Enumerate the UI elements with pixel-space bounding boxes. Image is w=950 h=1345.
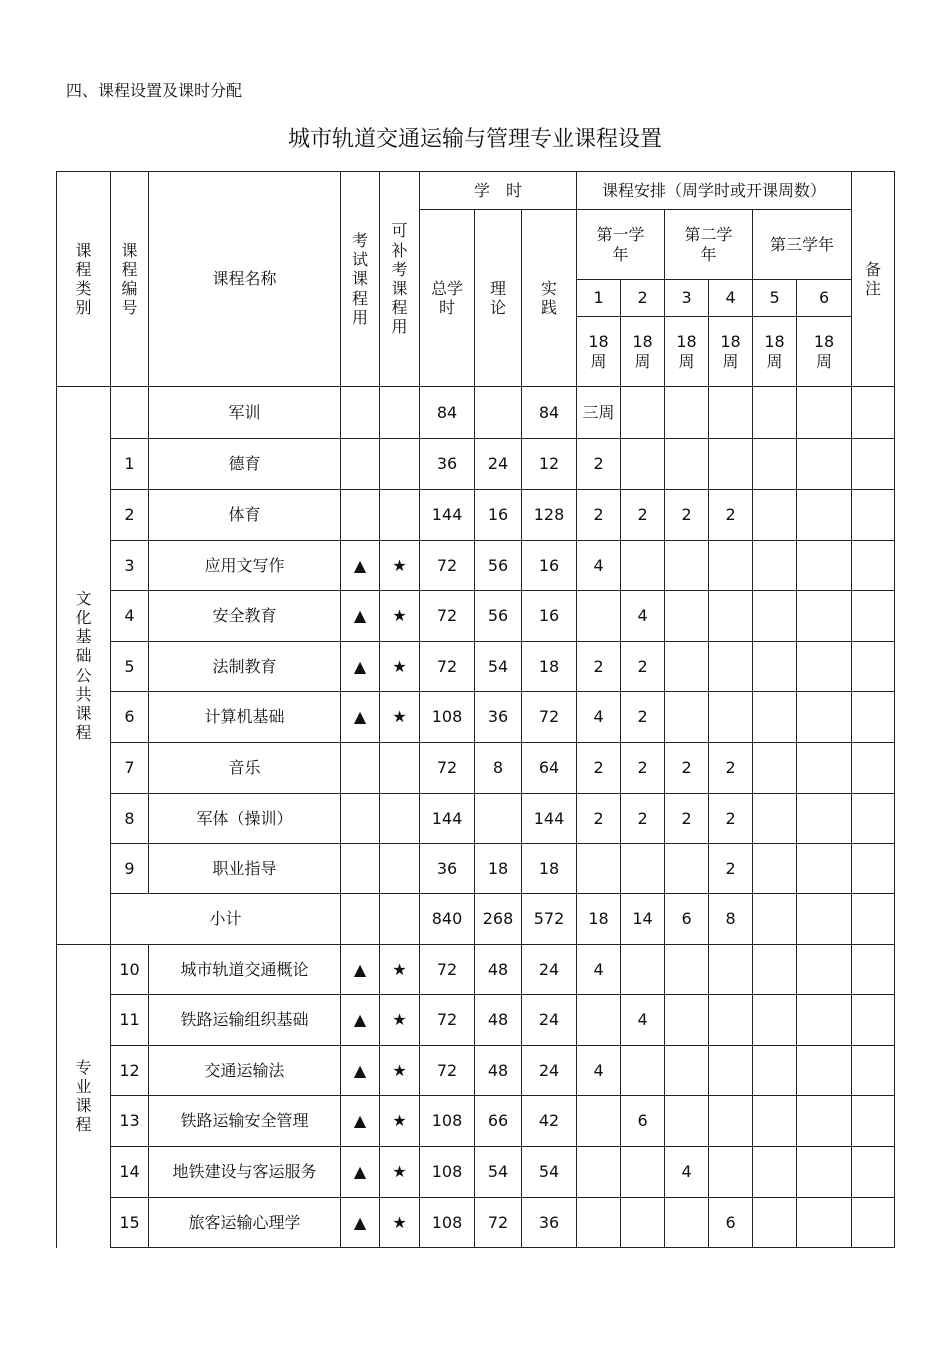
remarks-cell [852,844,895,894]
header-year-3: 第三学年 [753,210,852,280]
header-year-1: 第一学 年 [577,210,665,280]
total-hours-cell: 108 [420,1198,475,1248]
term-5-cell [753,844,797,894]
term-1-cell: 4 [577,1046,621,1096]
course-code-cell: 1 [111,439,149,490]
term-1-cell: 2 [577,439,621,490]
term-3-cell [665,995,709,1046]
term-6-cell [797,490,852,541]
course-code-cell: 15 [111,1198,149,1248]
course-code-cell: 7 [111,743,149,794]
practice-cell: 64 [522,743,577,794]
term-5-cell [753,439,797,490]
header-term: 6 [797,280,852,317]
practice-cell: 12 [522,439,577,490]
exam-cell: ▲ [341,642,380,692]
table-row [57,692,895,743]
term-3-cell: 2 [665,743,709,794]
subtotal-term-2-cell: 14 [621,894,665,945]
practice-cell: 42 [522,1096,577,1147]
term-6-cell [797,1147,852,1198]
total-hours-cell: 72 [420,541,475,591]
header-course-name: 课程名称 [149,172,341,387]
course-name-cell: 铁路运输组织基础 [149,995,341,1046]
header-term: 4 [709,280,753,317]
table-row [57,794,895,844]
theory-cell: 8 [475,743,522,794]
subtotal-term-1-cell: 18 [577,894,621,945]
theory-cell [475,387,522,439]
table-row [57,1198,895,1248]
exam-cell [341,844,380,894]
makeup-cell: ★ [380,591,420,642]
term-1-cell: 4 [577,541,621,591]
term-2-cell [621,1046,665,1096]
term-3-cell [665,439,709,490]
course-table [56,171,895,1248]
term-2-cell: 2 [621,490,665,541]
header-term: 5 [753,280,797,317]
term-5-cell [753,692,797,743]
exam-cell [341,794,380,844]
total-hours-cell: 108 [420,692,475,743]
term-2-cell [621,439,665,490]
total-hours-cell: 72 [420,591,475,642]
term-1-cell [577,1147,621,1198]
remarks-cell [852,591,895,642]
term-6-cell [797,541,852,591]
term-2-cell: 6 [621,1096,665,1147]
header-code: 课 程 编 号 [111,172,149,387]
makeup-cell: ★ [380,1046,420,1096]
subtotal-term-6-cell [797,894,852,945]
term-6-cell [797,945,852,995]
header-hours: 学 时 [420,172,577,210]
table-row [57,1147,895,1198]
header-weeks: 18 周 [577,317,621,387]
practice-cell: 16 [522,591,577,642]
makeup-cell [380,439,420,490]
remarks-cell [852,1198,895,1248]
term-2-cell [621,1198,665,1248]
term-1-cell: 2 [577,642,621,692]
term-4-cell: 6 [709,1198,753,1248]
term-1-cell [577,591,621,642]
term-2-cell: 2 [621,794,665,844]
exam-cell: ▲ [341,1147,380,1198]
remarks-cell [852,995,895,1046]
course-name-cell: 法制教育 [149,642,341,692]
makeup-cell: ★ [380,995,420,1046]
exam-cell [341,490,380,541]
term-6-cell [797,591,852,642]
term-4-cell [709,692,753,743]
term-2-cell [621,1147,665,1198]
practice-cell: 84 [522,387,577,439]
term-1-cell [577,1096,621,1147]
course-code-cell: 8 [111,794,149,844]
course-name-cell: 应用文写作 [149,541,341,591]
term-5-cell [753,541,797,591]
term-2-cell: 2 [621,743,665,794]
total-hours-cell: 72 [420,743,475,794]
subtotal-practice-cell: 572 [522,894,577,945]
term-6-cell [797,387,852,439]
term-4-cell [709,541,753,591]
practice-cell: 128 [522,490,577,541]
theory-cell: 48 [475,1046,522,1096]
course-name-cell: 体育 [149,490,341,541]
subtotal-term-4-cell: 8 [709,894,753,945]
remarks-cell [852,945,895,995]
term-3-cell [665,692,709,743]
total-hours-cell: 144 [420,490,475,541]
term-4-cell [709,1147,753,1198]
theory-cell: 24 [475,439,522,490]
exam-cell: ▲ [341,1046,380,1096]
subtotal-remarks-cell [852,894,895,945]
table-row [57,490,895,541]
total-hours-cell: 144 [420,794,475,844]
term-4-cell [709,439,753,490]
term-6-cell [797,1046,852,1096]
exam-cell: ▲ [341,945,380,995]
term-2-cell [621,541,665,591]
header-weeks: 18 周 [797,317,852,387]
makeup-cell: ★ [380,945,420,995]
course-code-cell: 12 [111,1046,149,1096]
makeup-cell: ★ [380,1147,420,1198]
category-major: 专 业 课 程 [57,945,111,1248]
term-2-cell [621,387,665,439]
header-year-2: 第二学 年 [665,210,753,280]
subtotal-total-hours-cell: 840 [420,894,475,945]
term-1-cell [577,844,621,894]
course-name-cell: 交通运输法 [149,1046,341,1096]
practice-cell: 72 [522,692,577,743]
term-4-cell [709,642,753,692]
makeup-cell [380,743,420,794]
term-5-cell [753,995,797,1046]
course-name-cell: 城市轨道交通概论 [149,945,341,995]
table-row [57,387,895,439]
term-3-cell [665,387,709,439]
course-code-cell: 2 [111,490,149,541]
total-hours-cell: 36 [420,844,475,894]
header-schedule: 课程安排（周学时或开课周数） [577,172,852,210]
term-2-cell [621,844,665,894]
term-6-cell [797,844,852,894]
course-table-body [57,172,895,1248]
term-2-cell: 4 [621,995,665,1046]
total-hours-cell: 72 [420,642,475,692]
course-name-cell: 职业指导 [149,844,341,894]
course-code-cell: 4 [111,591,149,642]
course-code-cell: 13 [111,1096,149,1147]
remarks-cell [852,1096,895,1147]
header-row-1 [57,172,895,210]
total-hours-cell: 72 [420,1046,475,1096]
makeup-cell: ★ [380,541,420,591]
exam-cell: ▲ [341,692,380,743]
practice-cell: 144 [522,794,577,844]
term-2-cell [621,945,665,995]
term-6-cell [797,1198,852,1248]
table-row [57,642,895,692]
document-title: 城市轨道交通运输与管理专业课程设置 [287,127,662,152]
term-4-cell: 2 [709,794,753,844]
theory-cell: 56 [475,541,522,591]
table-row [57,541,895,591]
remarks-cell [852,692,895,743]
table-row [57,743,895,794]
course-code-cell: 9 [111,844,149,894]
term-6-cell [797,743,852,794]
term-3-cell: 2 [665,490,709,541]
course-name-cell: 德育 [149,439,341,490]
term-5-cell [753,1147,797,1198]
course-code-cell: 6 [111,692,149,743]
theory-cell: 54 [475,642,522,692]
exam-cell: ▲ [341,1198,380,1248]
exam-cell [341,387,380,439]
term-5-cell [753,387,797,439]
theory-cell: 18 [475,844,522,894]
header-practice: 实 践 [522,210,577,387]
course-name-cell: 军训 [149,387,341,439]
term-6-cell [797,642,852,692]
table-row [57,945,895,995]
remarks-cell [852,794,895,844]
term-6-cell [797,794,852,844]
course-code-cell: 14 [111,1147,149,1198]
total-hours-cell: 84 [420,387,475,439]
term-1-cell: 4 [577,692,621,743]
remarks-cell [852,490,895,541]
header-exam-course: 考 试 课 程 用 [341,172,380,387]
term-5-cell [753,1198,797,1248]
practice-cell: 24 [522,995,577,1046]
practice-cell: 24 [522,945,577,995]
makeup-cell [380,794,420,844]
theory-cell: 66 [475,1096,522,1147]
exam-cell: ▲ [341,591,380,642]
subtotal-label: 小计 [111,894,341,945]
remarks-cell [852,439,895,490]
term-4-cell [709,1096,753,1147]
makeup-cell [380,490,420,541]
course-name-cell: 音乐 [149,743,341,794]
term-6-cell [797,995,852,1046]
header-makeup-course: 可 补 考 课 程 用 [380,172,420,387]
makeup-cell [380,844,420,894]
exam-cell: ▲ [341,1096,380,1147]
course-name-cell: 铁路运输安全管理 [149,1096,341,1147]
makeup-cell: ★ [380,1096,420,1147]
theory-cell: 36 [475,692,522,743]
total-hours-cell: 108 [420,1096,475,1147]
theory-cell [475,794,522,844]
term-5-cell [753,642,797,692]
theory-cell: 48 [475,995,522,1046]
makeup-cell [380,387,420,439]
header-weeks: 18 周 [621,317,665,387]
exam-cell [341,439,380,490]
table-row [57,439,895,490]
makeup-cell: ★ [380,642,420,692]
term-5-cell [753,591,797,642]
term-1-cell: 三周 [577,387,621,439]
course-code-cell [111,387,149,439]
term-2-cell: 2 [621,642,665,692]
term-1-cell: 4 [577,945,621,995]
total-hours-cell: 36 [420,439,475,490]
course-code-cell: 10 [111,945,149,995]
term-3-cell [665,642,709,692]
course-name-cell: 安全教育 [149,591,341,642]
practice-cell: 18 [522,642,577,692]
term-2-cell: 2 [621,692,665,743]
term-4-cell [709,1046,753,1096]
term-4-cell [709,387,753,439]
term-1-cell: 2 [577,743,621,794]
table-row [57,591,895,642]
theory-cell: 16 [475,490,522,541]
term-5-cell [753,794,797,844]
term-1-cell [577,1198,621,1248]
term-4-cell: 2 [709,844,753,894]
term-4-cell [709,945,753,995]
subtotal-row [57,894,895,945]
practice-cell: 24 [522,1046,577,1096]
header-theory: 理 论 [475,210,522,387]
exam-cell [341,743,380,794]
term-5-cell [753,945,797,995]
practice-cell: 16 [522,541,577,591]
course-code-cell: 5 [111,642,149,692]
total-hours-cell: 72 [420,995,475,1046]
theory-cell: 72 [475,1198,522,1248]
term-3-cell [665,945,709,995]
table-row [57,1096,895,1147]
makeup-cell: ★ [380,692,420,743]
subtotal-theory-cell: 268 [475,894,522,945]
table-row [57,995,895,1046]
term-6-cell [797,692,852,743]
term-6-cell [797,1096,852,1147]
total-hours-cell: 108 [420,1147,475,1198]
term-4-cell [709,995,753,1046]
category-general: 文 化 基 础 公 共 课 程 [57,387,111,945]
term-5-cell [753,1046,797,1096]
remarks-cell [852,743,895,794]
remarks-cell [852,1147,895,1198]
term-3-cell [665,591,709,642]
theory-cell: 56 [475,591,522,642]
header-category: 课 程 类 别 [57,172,111,387]
exam-cell: ▲ [341,995,380,1046]
header-total-hours: 总学 时 [420,210,475,387]
theory-cell: 48 [475,945,522,995]
term-4-cell: 2 [709,743,753,794]
total-hours-cell: 72 [420,945,475,995]
term-3-cell [665,1198,709,1248]
practice-cell: 54 [522,1147,577,1198]
header-weeks: 18 周 [753,317,797,387]
term-5-cell [753,490,797,541]
term-3-cell [665,1096,709,1147]
header-remarks: 备 注 [852,172,895,387]
course-name-cell: 军体（操训） [149,794,341,844]
section-heading: 四、课程设置及课时分配 [66,81,243,100]
term-5-cell [753,1096,797,1147]
course-name-cell: 旅客运输心理学 [149,1198,341,1248]
subtotal-makeup-cell [380,894,420,945]
remarks-cell [852,1046,895,1096]
term-1-cell [577,995,621,1046]
remarks-cell [852,642,895,692]
exam-cell: ▲ [341,541,380,591]
term-4-cell [709,591,753,642]
term-3-cell: 2 [665,794,709,844]
term-4-cell: 2 [709,490,753,541]
term-2-cell: 4 [621,591,665,642]
remarks-cell [852,541,895,591]
course-name-cell: 地铁建设与客运服务 [149,1147,341,1198]
practice-cell: 18 [522,844,577,894]
term-3-cell: 4 [665,1147,709,1198]
header-term: 3 [665,280,709,317]
term-3-cell [665,541,709,591]
practice-cell: 36 [522,1198,577,1248]
course-code-cell: 11 [111,995,149,1046]
table-row [57,1046,895,1096]
theory-cell: 54 [475,1147,522,1198]
term-6-cell [797,439,852,490]
term-1-cell: 2 [577,490,621,541]
table-row [57,844,895,894]
header-weeks: 18 周 [665,317,709,387]
remarks-cell [852,387,895,439]
subtotal-term-5-cell [753,894,797,945]
subtotal-term-3-cell: 6 [665,894,709,945]
header-weeks: 18 周 [709,317,753,387]
course-name-cell: 计算机基础 [149,692,341,743]
course-code-cell: 3 [111,541,149,591]
header-term: 2 [621,280,665,317]
term-1-cell: 2 [577,794,621,844]
term-5-cell [753,743,797,794]
header-term: 1 [577,280,621,317]
term-3-cell [665,844,709,894]
makeup-cell: ★ [380,1198,420,1248]
term-3-cell [665,1046,709,1096]
subtotal-exam-cell [341,894,380,945]
